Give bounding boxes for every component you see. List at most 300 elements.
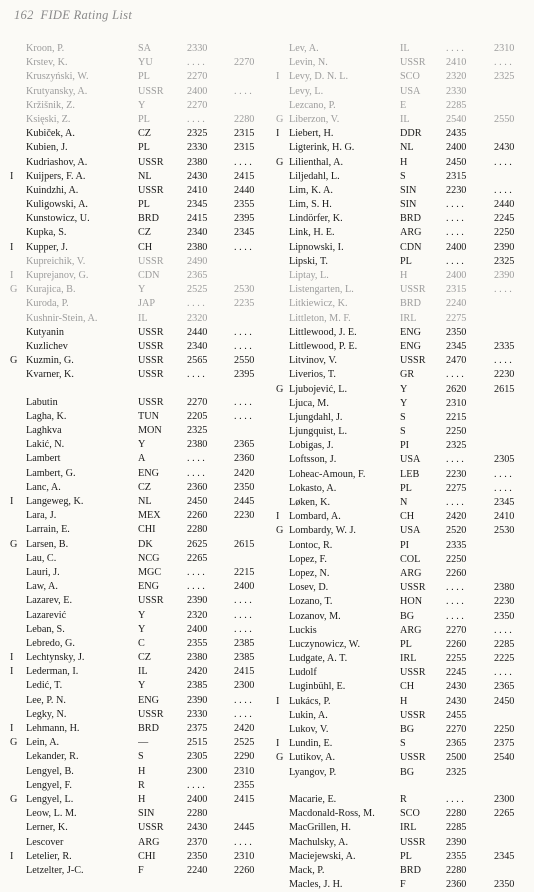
- player-row: [10, 694, 268, 708]
- rating-second: 2350: [494, 610, 515, 622]
- rating-first: 2260: [446, 567, 467, 579]
- federation: Y: [138, 623, 146, 635]
- player-row: [276, 680, 528, 694]
- player-name: Kuindzhi, A.: [26, 184, 79, 196]
- player-name: Larrain, E.: [26, 524, 70, 536]
- rating-second: . . . .: [234, 694, 252, 706]
- rating-second: 2290: [234, 751, 255, 763]
- player-name: Lilienthal, A.: [289, 156, 344, 168]
- rating-second: 2235: [234, 298, 255, 310]
- player-name: Kudriashov, A.: [26, 156, 88, 168]
- player-row: [10, 623, 268, 637]
- player-row: [10, 438, 268, 452]
- player-name: Letzelter, J-C.: [26, 864, 84, 876]
- federation: ARG: [138, 836, 160, 848]
- player-row: [10, 495, 268, 509]
- rating-second: 2550: [494, 113, 515, 125]
- player-row: [276, 184, 528, 198]
- rating-second: 2540: [494, 752, 515, 764]
- player-name: Kruszyński, W.: [26, 71, 89, 83]
- rating-second: 2440: [494, 199, 515, 211]
- title-mark: I: [276, 695, 280, 707]
- rating-second: 2300: [234, 680, 255, 692]
- player-row: [276, 595, 528, 609]
- player-name: Kvarner, K.: [26, 369, 74, 381]
- rating-second: 2315: [234, 128, 255, 140]
- federation: S: [400, 411, 406, 423]
- rating-first: 2205: [187, 410, 208, 422]
- player-row: [276, 42, 528, 56]
- player-row: [10, 523, 268, 537]
- federation: SA: [138, 43, 152, 54]
- federation: ENG: [138, 467, 159, 479]
- federation: MEX: [138, 510, 161, 522]
- player-row: [276, 510, 528, 524]
- player-row: [276, 453, 528, 467]
- player-row: [276, 397, 528, 411]
- player-name: Lontoc, R.: [289, 539, 333, 551]
- title-mark: I: [276, 71, 280, 83]
- player-row: [10, 467, 268, 481]
- rating-first: . . . .: [446, 199, 464, 211]
- federation: H: [400, 156, 408, 168]
- rating-first: . . . .: [187, 581, 205, 593]
- federation: Y: [138, 609, 146, 621]
- player-row: [10, 424, 268, 438]
- player-row: [276, 821, 528, 835]
- player-row: [276, 723, 528, 737]
- rating-first: 2265: [187, 552, 208, 564]
- player-row: [10, 708, 268, 722]
- player-name: Losev, D.: [289, 582, 329, 594]
- rating-block: [10, 42, 268, 383]
- rating-first: 2420: [446, 511, 467, 523]
- rating-first: . . . .: [446, 582, 464, 594]
- rating-second: . . . .: [494, 667, 512, 679]
- rating-first: 2430: [187, 170, 208, 182]
- rating-first: 2280: [446, 808, 467, 820]
- rating-first: 2355: [187, 637, 208, 649]
- federation: USSR: [138, 822, 164, 834]
- rating-first: . . . .: [446, 596, 464, 608]
- rating-second: . . . .: [494, 156, 512, 168]
- player-row: [10, 368, 268, 382]
- title-mark: G: [276, 156, 284, 168]
- player-name: Lim, S. H.: [289, 199, 332, 211]
- player-row: [276, 610, 528, 624]
- federation: USSR: [138, 255, 164, 267]
- federation: SIN: [138, 808, 155, 820]
- player-name: Leban, S.: [26, 623, 65, 635]
- rating-second: 2335: [494, 340, 515, 352]
- rating-second: 2215: [234, 566, 255, 578]
- federation: USSR: [400, 752, 426, 764]
- player-row: [10, 722, 268, 736]
- rating-first: 2360: [446, 879, 467, 891]
- player-name: Listengarten, L.: [289, 284, 354, 296]
- rating-first: 2450: [446, 156, 467, 168]
- rating-second: 2225: [494, 653, 515, 665]
- player-name: Leow, L. M.: [26, 808, 77, 820]
- federation: BG: [400, 766, 415, 778]
- rating-first: 2415: [187, 213, 208, 225]
- player-name: Macdonald-Ross, M.: [289, 808, 375, 820]
- player-row: [276, 878, 528, 892]
- federation: Y: [400, 383, 408, 395]
- player-row: [276, 170, 528, 184]
- player-row: [276, 383, 528, 397]
- federation: USSR: [138, 85, 164, 97]
- rating-first: 2320: [446, 71, 467, 83]
- rating-second: 2385: [234, 652, 255, 664]
- rating-second: 2270: [234, 57, 255, 69]
- rating-first: . . . .: [187, 779, 205, 791]
- player-name: Lindörfer, K.: [289, 213, 343, 225]
- rating-first: 2390: [187, 694, 208, 706]
- player-row: [276, 212, 528, 226]
- player-row: [10, 99, 268, 113]
- rating-first: 2470: [446, 355, 467, 367]
- player-row: [276, 624, 528, 638]
- rating-first: . . . .: [187, 298, 205, 310]
- rating-first: 2340: [187, 340, 208, 352]
- player-name: Ludolf: [289, 667, 317, 679]
- federation: SCO: [400, 71, 420, 83]
- federation: USSR: [400, 836, 426, 848]
- rating-first: 2410: [187, 184, 208, 196]
- federation: S: [138, 751, 144, 763]
- rating-second: 2445: [234, 496, 255, 507]
- player-name: Mack, P.: [289, 864, 325, 876]
- federation: IL: [400, 43, 410, 54]
- player-row: [10, 481, 268, 495]
- federation: LEB: [400, 468, 420, 480]
- rating-second: . . . .: [494, 355, 512, 367]
- federation: USSR: [138, 396, 164, 408]
- player-row: [276, 553, 528, 567]
- rating-first: 2500: [446, 752, 467, 764]
- player-name: Lim, K. A.: [289, 184, 333, 196]
- federation: USSR: [138, 326, 164, 338]
- rating-first: 2275: [446, 482, 467, 494]
- rating-first: 2390: [187, 595, 208, 607]
- player-row: [10, 821, 268, 835]
- rating-first: . . . .: [187, 57, 205, 69]
- player-row: [10, 552, 268, 566]
- rating-second: . . . .: [234, 156, 252, 168]
- player-name: Kuijpers, F. A.: [26, 170, 86, 182]
- player-name: Luczynowicz, W.: [289, 638, 361, 650]
- title-mark: G: [10, 538, 18, 550]
- player-row: [276, 226, 528, 240]
- player-name: Ljubojević, L.: [289, 383, 347, 395]
- federation: CHI: [138, 524, 156, 536]
- rating-second: 2385: [234, 637, 255, 649]
- federation: S: [400, 426, 406, 438]
- federation: C: [138, 637, 145, 649]
- federation: S: [400, 738, 406, 750]
- player-row: [276, 99, 528, 113]
- rating-second: 2310: [494, 43, 515, 54]
- rating-second: 2230: [494, 596, 515, 608]
- player-name: Machulsky, A.: [289, 836, 349, 848]
- rating-first: 2490: [187, 255, 208, 267]
- player-name: Lazarević: [26, 609, 67, 621]
- rating-first: . . . .: [187, 467, 205, 479]
- rating-second: 2300: [494, 793, 515, 805]
- federation: BRD: [400, 213, 421, 225]
- federation: BRD: [138, 213, 159, 225]
- rating-first: 2280: [187, 808, 208, 820]
- rating-second: . . . .: [234, 623, 252, 635]
- rating-second: . . . .: [234, 836, 252, 848]
- player-name: Løken, K.: [289, 497, 331, 508]
- player-name: Liptay, L.: [289, 270, 329, 281]
- player-row: [276, 56, 528, 70]
- rating-second: 2310: [234, 850, 255, 862]
- player-row: [10, 156, 268, 170]
- player-row: [276, 581, 528, 595]
- player-name: Lokasto, A.: [289, 482, 337, 494]
- player-name: Lebredo, G.: [26, 637, 75, 649]
- player-row: [10, 283, 268, 297]
- player-row: [276, 312, 528, 326]
- title-mark: G: [276, 752, 284, 764]
- page-header: [14, 8, 132, 23]
- page-title: FIDE Rating List: [40, 8, 133, 22]
- rating-first: 2365: [187, 270, 208, 281]
- player-row: [276, 368, 528, 382]
- player-row: [276, 766, 528, 780]
- player-row: [10, 42, 268, 56]
- rating-first: 2330: [446, 85, 467, 97]
- player-name: Langeweg, K.: [26, 496, 84, 507]
- player-name: Kupper, J.: [26, 241, 68, 253]
- player-name: Lazarev, E.: [26, 595, 72, 607]
- rating-second: 2350: [234, 481, 255, 493]
- rating-first: 2340: [187, 227, 208, 239]
- federation: PL: [400, 638, 412, 650]
- rating-first: 2335: [446, 539, 467, 551]
- player-name: Kupreichik, V.: [26, 255, 86, 267]
- rating-first: 2350: [187, 850, 208, 862]
- player-row: [10, 141, 268, 155]
- rating-first: 2330: [187, 142, 208, 154]
- title-mark: G: [276, 383, 284, 395]
- rating-first: 2525: [187, 284, 208, 296]
- federation: USSR: [138, 369, 164, 381]
- player-name: Lambert, G.: [26, 467, 76, 479]
- player-name: Lev, A.: [289, 43, 319, 54]
- player-row: [276, 85, 528, 99]
- player-name: Lombardy, W. J.: [289, 525, 356, 537]
- rating-first: . . . .: [446, 369, 464, 381]
- federation: Y: [138, 99, 146, 111]
- federation: PI: [400, 539, 410, 551]
- player-row: [10, 538, 268, 552]
- rating-first: 2325: [446, 440, 467, 452]
- player-name: Lederman, I.: [26, 666, 79, 678]
- rating-second: 2420: [234, 467, 255, 479]
- rating-second: 2250: [494, 724, 515, 735]
- rating-second: . . . .: [494, 624, 512, 636]
- rating-first: . . . .: [187, 566, 205, 578]
- player-name: Kubiček, A.: [26, 128, 75, 140]
- federation: ENG: [138, 694, 159, 706]
- player-row: [276, 141, 528, 155]
- player-row: [276, 269, 528, 283]
- player-row: [10, 410, 268, 424]
- rating-second: 2285: [494, 638, 515, 650]
- title-mark: I: [10, 270, 14, 281]
- player-name: Lambert: [26, 453, 61, 465]
- federation: NCG: [138, 552, 160, 564]
- rating-second: 2430: [494, 142, 515, 154]
- rating-first: 2440: [187, 326, 208, 338]
- rating-first: 2255: [446, 653, 467, 665]
- federation: N: [400, 497, 408, 508]
- federation: GR: [400, 369, 415, 381]
- rating-second: . . . .: [234, 410, 252, 422]
- federation: NL: [400, 142, 414, 154]
- player-row: [10, 665, 268, 679]
- player-name: Lombard, A.: [289, 511, 341, 523]
- title-mark: I: [276, 511, 280, 523]
- rating-first: 2230: [446, 184, 467, 196]
- federation: SIN: [400, 199, 417, 211]
- player-row: [10, 452, 268, 466]
- player-row: [276, 198, 528, 212]
- player-name: Kupka, S.: [26, 227, 67, 239]
- rating-second: . . . .: [234, 609, 252, 621]
- federation: CZ: [138, 227, 152, 239]
- left-column: [10, 42, 268, 878]
- federation: Y: [138, 680, 146, 692]
- rating-first: 2345: [187, 199, 208, 211]
- rating-first: 2355: [446, 850, 467, 862]
- rating-first: 2285: [446, 99, 467, 111]
- player-name: Lau, C.: [26, 552, 57, 564]
- rating-first: 2360: [187, 481, 208, 493]
- player-row: [276, 709, 528, 723]
- player-name: Legky, N.: [26, 708, 67, 720]
- player-row: [10, 170, 268, 184]
- federation: IL: [138, 666, 148, 678]
- player-name: MacGrillen, H.: [289, 822, 351, 834]
- player-name: Lukov, V.: [289, 724, 329, 735]
- rating-second: 2550: [234, 355, 255, 367]
- rating-first: 2375: [187, 723, 208, 734]
- title-mark: G: [276, 525, 284, 537]
- player-name: Kroon, P.: [26, 43, 65, 54]
- player-name: Kuzmin, G.: [26, 355, 74, 367]
- federation: USSR: [138, 595, 164, 607]
- player-name: Kuzlichev: [26, 340, 68, 352]
- rating-first: 2450: [187, 496, 208, 507]
- rating-first: 2565: [187, 355, 208, 367]
- player-name: Lescover: [26, 836, 64, 848]
- rating-block: [276, 793, 528, 892]
- player-row: [10, 594, 268, 608]
- player-name: Littlewood, P. E.: [289, 340, 358, 352]
- federation: S: [400, 170, 406, 182]
- federation: USSR: [138, 340, 164, 352]
- player-row: [10, 765, 268, 779]
- federation: PI: [400, 440, 410, 452]
- federation: ENG: [138, 581, 159, 593]
- federation: IL: [400, 113, 410, 125]
- rating-second: 2345: [234, 227, 255, 239]
- player-name: Kutyanin: [26, 326, 64, 338]
- player-name: Lopez, F.: [289, 553, 327, 565]
- federation: IRL: [400, 822, 417, 834]
- player-name: Liverios, T.: [289, 369, 336, 381]
- rating-first: 2430: [446, 695, 467, 707]
- rating-block: [276, 42, 528, 780]
- player-row: [276, 127, 528, 141]
- rating-first: 2380: [187, 241, 208, 253]
- player-row: [10, 255, 268, 269]
- federation: PL: [138, 71, 150, 83]
- federation: CZ: [138, 128, 152, 140]
- federation: USSR: [400, 355, 426, 367]
- federation: IL: [138, 312, 148, 324]
- rating-second: 2375: [494, 738, 515, 750]
- rating-second: 2450: [494, 695, 515, 707]
- player-row: [10, 354, 268, 368]
- federation: MGC: [138, 566, 162, 578]
- player-row: [276, 567, 528, 581]
- player-name: Lerner, K.: [26, 822, 68, 834]
- federation: A: [138, 453, 146, 465]
- player-name: Kržišnik, Z.: [26, 99, 75, 111]
- title-mark: I: [10, 170, 14, 182]
- federation: PL: [138, 113, 150, 125]
- federation: NL: [138, 170, 152, 182]
- federation: COL: [400, 553, 421, 565]
- player-name: Lyangov, P.: [289, 766, 337, 778]
- federation: BG: [400, 724, 415, 735]
- title-mark: I: [10, 241, 14, 253]
- federation: SIN: [400, 184, 417, 196]
- federation: USSR: [400, 57, 426, 69]
- player-row: [276, 354, 528, 368]
- player-name: Kubien, J.: [26, 142, 68, 154]
- rating-first: 2230: [446, 468, 467, 480]
- rating-first: 2435: [446, 128, 467, 140]
- rating-second: 2530: [494, 525, 515, 537]
- player-row: [10, 198, 268, 212]
- federation: USSR: [138, 156, 164, 168]
- rating-second: 2400: [234, 581, 255, 593]
- rating-block: [10, 396, 268, 878]
- player-name: Lehmann, H.: [26, 723, 80, 734]
- federation: BRD: [400, 864, 421, 876]
- federation: ENG: [400, 326, 421, 338]
- player-name: Lezcano, P.: [289, 99, 336, 111]
- rating-second: 2260: [234, 864, 255, 876]
- federation: MON: [138, 425, 162, 437]
- player-row: [10, 85, 268, 99]
- rating-second: 2415: [234, 170, 255, 182]
- player-name: Lauri, J.: [26, 566, 60, 578]
- player-name: Lundin, E.: [289, 738, 333, 750]
- federation: USSR: [138, 184, 164, 196]
- rating-second: 2345: [494, 497, 515, 508]
- player-row: [276, 652, 528, 666]
- rating-first: . . . .: [187, 113, 205, 125]
- federation: HON: [400, 596, 423, 608]
